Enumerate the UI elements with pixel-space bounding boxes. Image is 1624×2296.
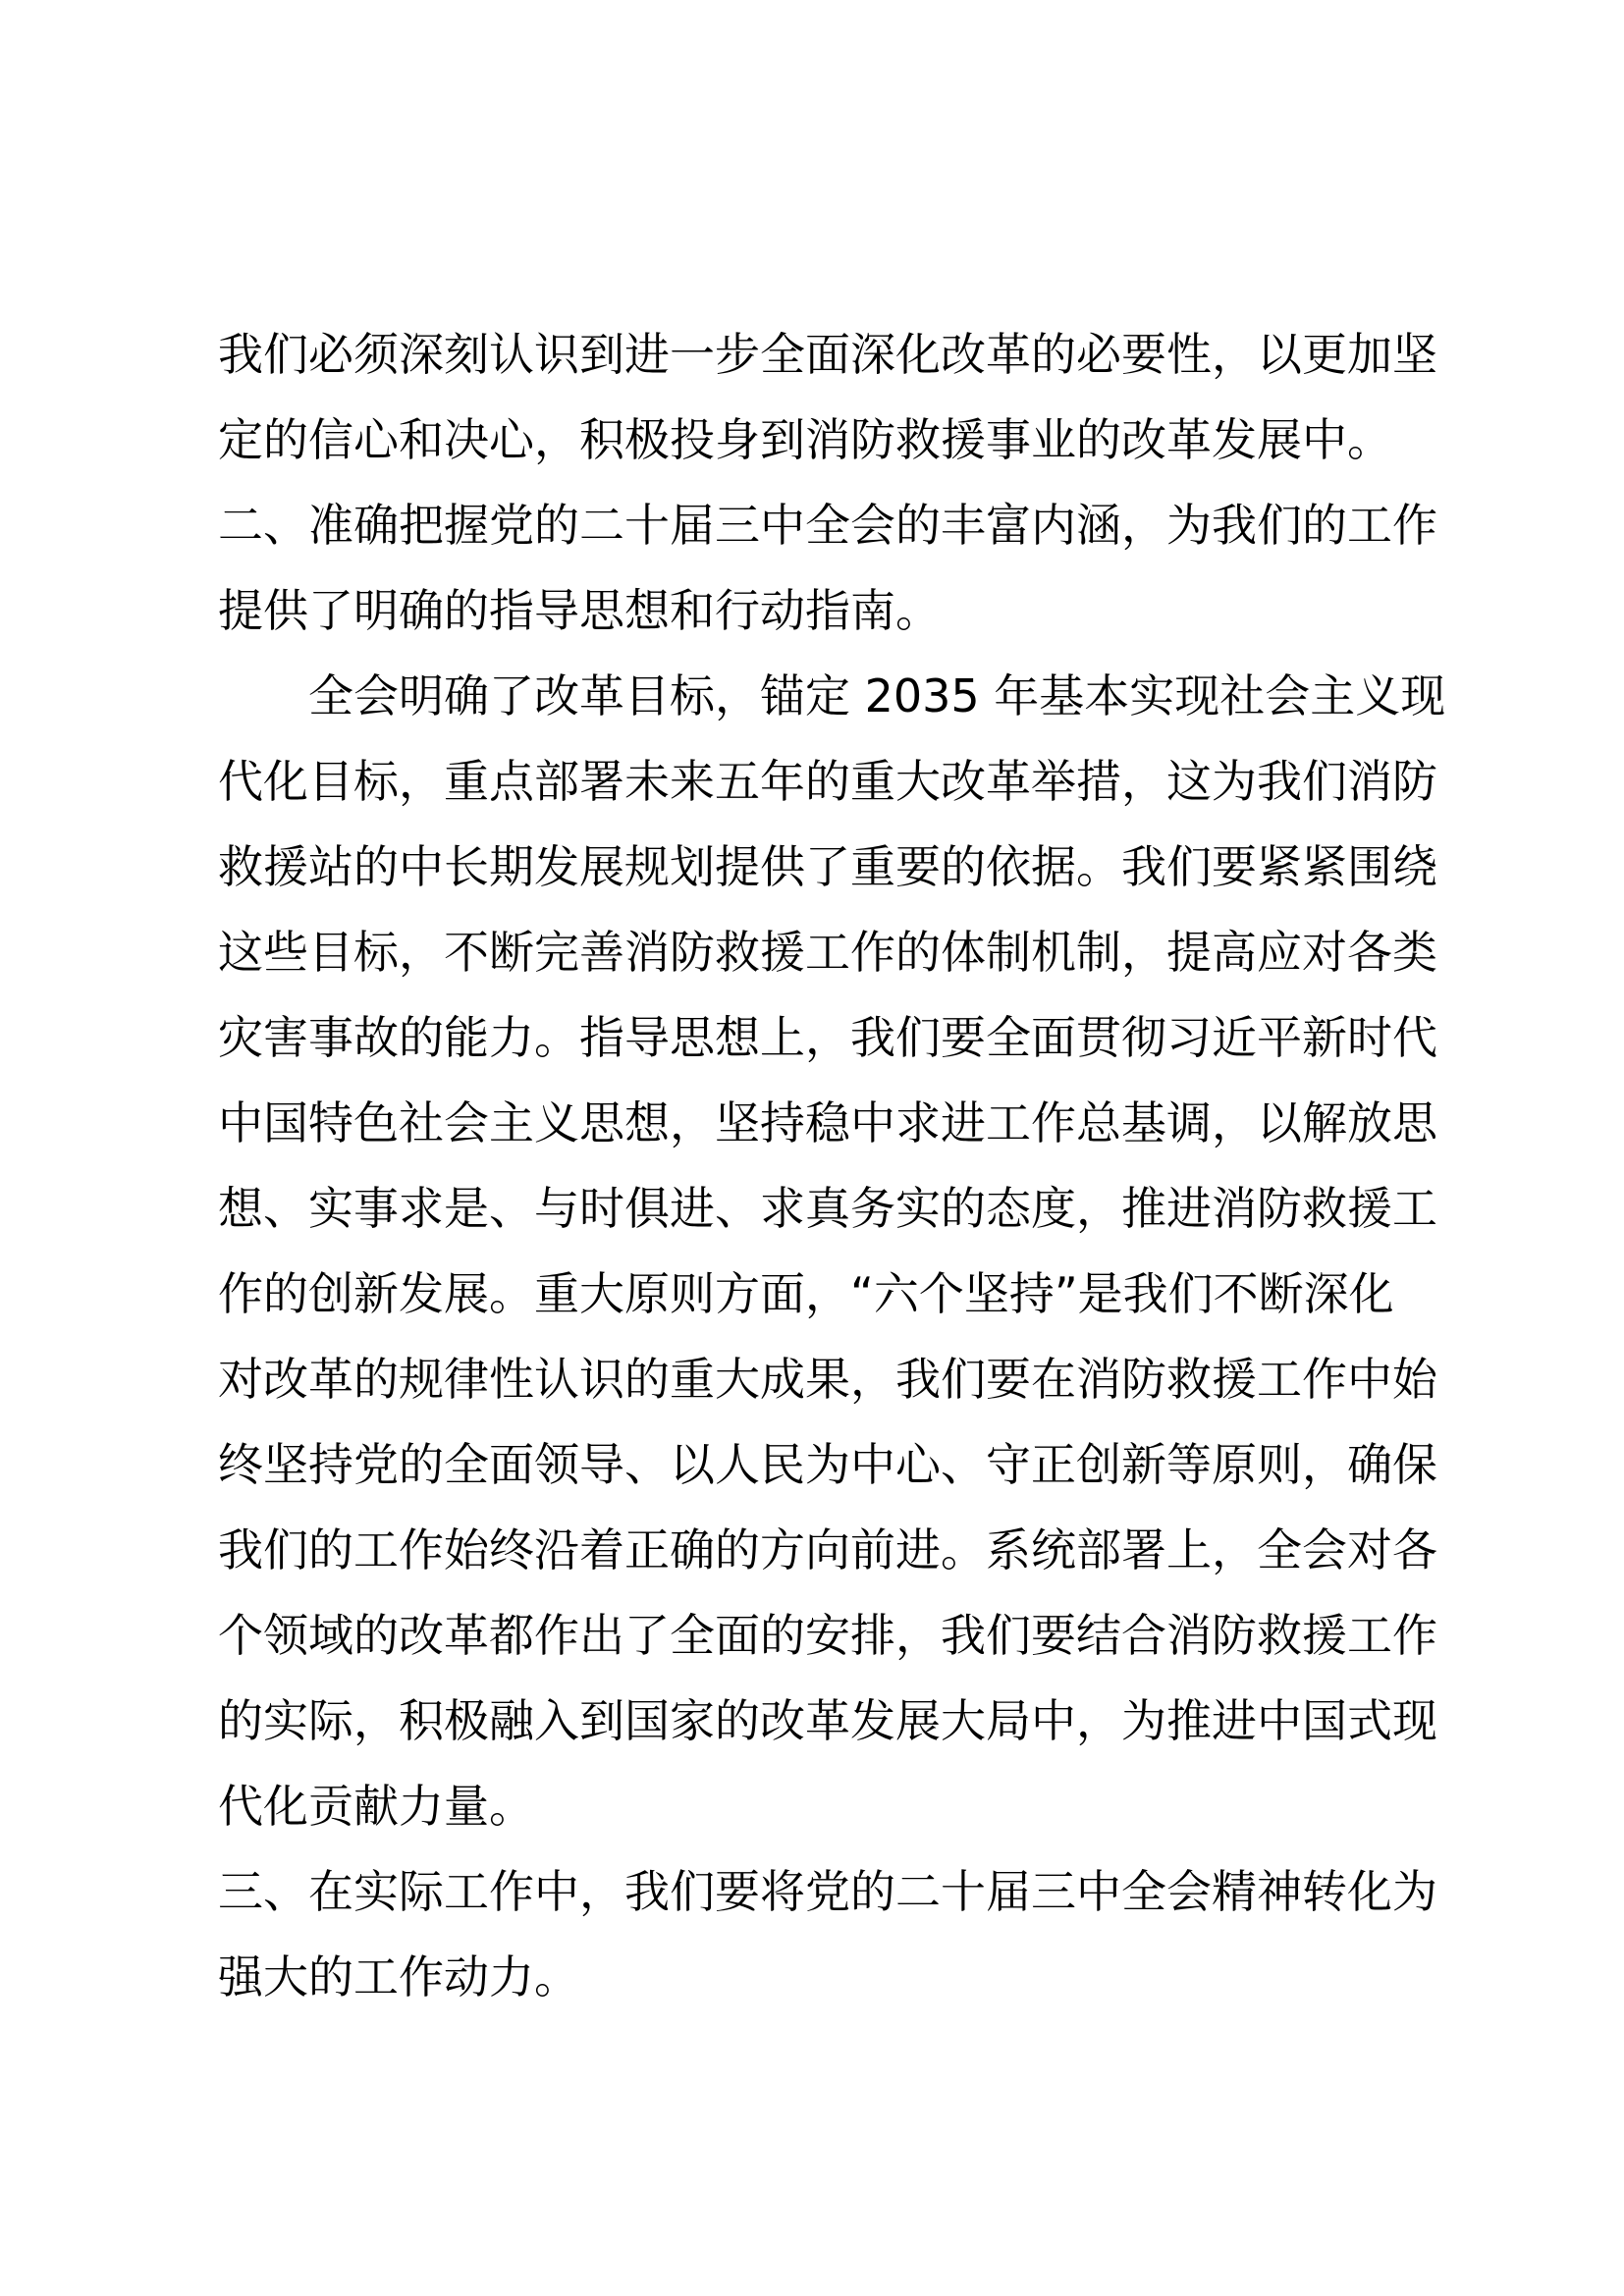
heading-line: 提供了明确的指导思想和行动指南。 (218, 584, 941, 637)
heading-line: 强大的工作动力。 (218, 1950, 579, 2003)
text-line: 想、实事求是、与时俱进、求真务实的态度，推进消防救援工 (218, 1182, 1437, 1235)
body-paragraph (218, 654, 1446, 1849)
heading-line: 二、准确把握党的二十届三中全会的丰富内涵，为我们的工作 (218, 499, 1437, 552)
text-line: 救援站的中长期发展规划提供了重要的依据。我们要紧紧围绕 (218, 840, 1437, 893)
text-line: 对改革的规律性认识的重大成果，我们要在消防救援工作中始 (218, 1353, 1437, 1406)
intro-paragraph (218, 312, 1439, 483)
heading-line: 三、在实际工作中，我们要将党的二十届三中全会精神转化为 (218, 1865, 1437, 1918)
section-heading-3 (218, 1849, 1439, 2020)
document-body (218, 312, 1446, 2020)
text-line: 定的信心和决心，积极投身到消防救援事业的改革发展中。 (218, 413, 1392, 466)
text-line: 全会明确了改革目标，锚定 2035 年基本实现社会主义现 (308, 669, 1446, 722)
section-heading-2 (218, 483, 1439, 654)
text-line: 终坚持党的全面领导、以人民为中心、守正创新等原则，确保 (218, 1438, 1437, 1491)
text-line: 我们的工作始终沿着正确的方向前进。系统部署上，全会对各 (218, 1523, 1437, 1576)
text-line: 这些目标，不断完善消防救援工作的体制机制，提高应对各类 (218, 926, 1437, 979)
text-line: 代化贡献力量。 (218, 1780, 534, 1833)
text-line: 作的创新发展。重大原则方面，“六个坚持”是我们不断深化 (218, 1267, 1394, 1320)
text-line: 我们必须深刻认识到进一步全面深化改革的必要性，以更加坚 (218, 328, 1437, 381)
text-line: 个领域的改革都作出了全面的安排，我们要结合消防救援工作 (218, 1609, 1437, 1662)
text-line: 的实际，积极融入到国家的改革发展大局中，为推进中国式现 (218, 1694, 1437, 1747)
text-line: 灾害事故的能力。指导思想上，我们要全面贯彻习近平新时代 (218, 1011, 1437, 1064)
text-line: 代化目标，重点部署未来五年的重大改革举措，这为我们消防 (218, 755, 1437, 808)
text-line: 中国特色社会主义思想，坚持稳中求进工作总基调，以解放思 (218, 1096, 1437, 1149)
